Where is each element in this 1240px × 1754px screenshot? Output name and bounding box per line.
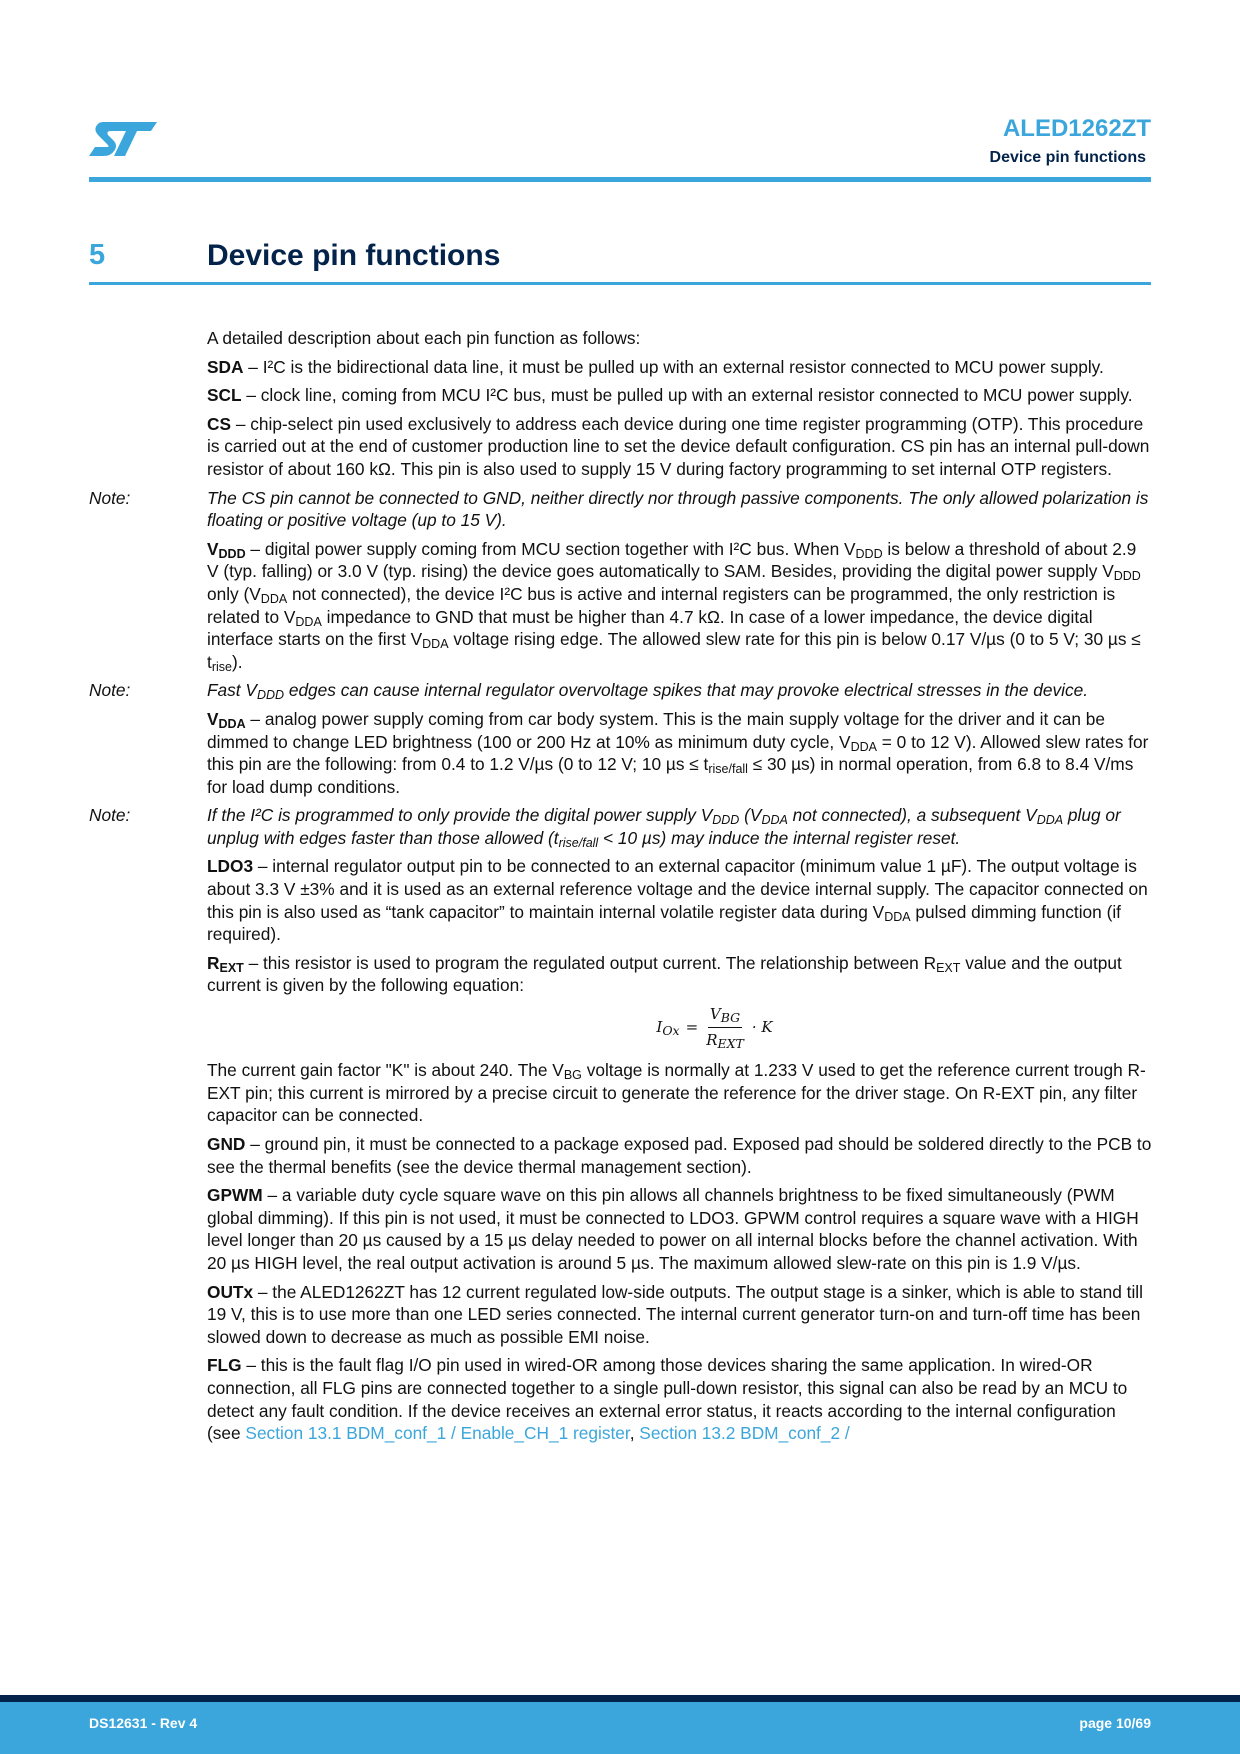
intro-paragraph: A detailed description about each pin function as follows: [207, 328, 641, 348]
equation-lhs: $I_{Ox}$ [656, 1017, 680, 1038]
section-divider [89, 282, 1151, 285]
vddd-paragraph: $V_{DDD}$ – digital power supply coming from MCU section together with I²C bus. When $V_{DDD}$ is below a threshold of about 2.9 V (typ. falling) or 3.0 V (typ. rising) the device goes automatically to SAM. Besides, providing the digital power supply $V_{DDD}$ only ($V_{DDA}$ not connected), the device I²C bus is active and internal registers can be programmed, the only restriction is related to $V_{DDA}$ impedance to GND that must be higher than 4.7 kΩ. In case of a lower impedance, the device digital interface starts on the first $V_{DDA}$ voltage rising edge. The allowed slew rate for this pin is below 0.17 V/µs (0 to 5 V; 30 $\mu s \le t_{rise}$). [207, 538, 1141, 674]
note-cs: Note: The CS pin cannot be connected to GND, neither directly nor through passive components. The only allowed polarization is floating or positive voltage (up to 15 V). [89, 487, 1149, 531]
equation-equals: = [685, 1017, 699, 1036]
gpwm-paragraph: GPWM – a variable duty cycle square wave on this pin allows all channels brightness to be fixed simultaneously (PWM global dimming). If this pin is not used, it must be connected to LDO3. GPWM control requires a square wave with a HIGH level longer than 20 µs caused by a 15 µs delay needed to power on all internal blocks before the channel activation. With 20 µs HIGH level, the real output activation is around 5 µs. The maximum allowed slew-rate on this pin is 1.9 V/µs. [207, 1185, 1139, 1273]
sda-term: SDA [207, 356, 244, 377]
section-13-2-link[interactable]: Section 13.2 BDM_conf_2 / [639, 1423, 850, 1444]
flg-term: FLG [207, 1355, 242, 1376]
footer-stripe [0, 1695, 1240, 1702]
section-number: 5 [89, 239, 106, 271]
note-vddd: Note: Fast $V_{DDD}$ edges can cause internal regulator overvoltage spikes that may provoke electrical stresses in the device. [89, 680, 1089, 703]
gnd-paragraph: GND – ground pin, it must be connected to a package exposed pad. Exposed pad should be soldered directly to the PCB to see the thermal benefits (see the device thermal management section). [207, 1134, 1152, 1177]
header-divider [89, 177, 1151, 182]
gnd-term: GND [207, 1134, 246, 1154]
rext-paragraph: $R_{EXT}$ – this resistor is used to program the regulated output current. The relationship between $R_{EXT}$ value and the output current is given by the following equation: [207, 952, 1122, 996]
outx-paragraph: OUTx – the ALED1262ZT has 12 current regulated low-side outputs. The output stage is a sinker, which is able to stand till 19 V, this is to use more than one LED series connected. The internal current generator turn-on and turn-off time has been slowed down to decrease as much as possible EMI noise. [207, 1281, 1143, 1347]
page-content [89, 327, 1152, 1451]
outx-term: OUTx [207, 1281, 254, 1302]
note-vdda: Note: If the I²C is programmed to only provide the digital power supply $V_{DDD}$ ($V_{DDA}$ not connected), a subsequent $V_{DDA}$ plug or unplug with edges faster than those allowed ($t_{rise/fall} < 10$ µs) may induce the internal register reset. [89, 805, 1121, 850]
equation-fraction: $\frac{V_{BG}}{R_{EXT}}$ [706, 1005, 744, 1051]
ldo3-term: LDO3 [207, 856, 254, 877]
page-header [990, 114, 1151, 167]
rext-term: $R_{EXT}$ [207, 952, 244, 975]
gain-paragraph: The current gain factor "K" is about 240. The $V_{BG}$ voltage is normally at 1.233 V used to get the reference current trough R-EXT pin; this current is mirrored by a precise circuit to generate the reference for the driver stage. On R-EXT pin, any filter capacitor can be connected. [207, 1060, 1146, 1126]
output-current-equation [207, 1003, 1152, 1051]
equation-multiplier: · K [751, 1017, 773, 1036]
cs-term: CS [207, 413, 232, 434]
sda-paragraph: SDA – I²C is the bidirectional data line, it must be pulled up with an external resistor connected to MCU power supply. [207, 356, 1104, 377]
page-number: page 10/69 [1079, 1715, 1151, 1731]
page-footer [0, 1695, 1240, 1754]
vdda-paragraph: $V_{DDA}$ – analog power supply coming from car body system. This is the main supply voltage for the driver and it can be dimmed to change LED brightness (100 or 200 Hz at 10% as minimum duty cycle, $V_{DDA} = 0$ to 12 V). Allowed slew rates for this pin are the following: from 0.4 to 1.2 V/µs (0 to 12 V; 10 $\mu s \le t_{rise/fall} \le 30$ µs) in normal operation, from 6.8 to 8.4 V/ms for load dump conditions. [207, 708, 1149, 797]
section-13-1-link[interactable]: Section 13.1 BDM_conf_1 / Enable_CH_1 register [245, 1423, 630, 1444]
document-title: ALED1262ZT [1002, 115, 1151, 142]
header-section-title: Device pin functions [989, 149, 1146, 166]
vddd-term: $V_{DDD}$ [207, 538, 246, 561]
flg-paragraph: FLG – this is the fault flag I/O pin used in wired-OR among those devices sharing the same application. In wired-OR connection, all FLG pins are connected together to a single pull-down resistor, this signal can also be read by an MCU to detect any fault condition. If the device receives an external error status, it reacts according to the internal configuration (see Section 13.1 BDM_conf_1 / Enable_CH_1 register, Section 13.2 BDM_conf_2 / [207, 1355, 1128, 1444]
ldo3-paragraph: LDO3 – internal regulator output pin to be connected to an external capacitor (minimum value 1 µF). The output voltage is about 3.3 V ±3% and it is used as an external reference voltage and the device internal supply. The capacitor connected on this pin is also used as “tank capacitor” to maintain internal volatile register data during $V_{DDA}$ pulsed dimming function (if required). [207, 856, 1148, 945]
document-revision: DS12631 - Rev 4 [89, 1715, 198, 1731]
scl-term: SCL [207, 385, 242, 406]
gpwm-term: GPWM [207, 1185, 263, 1206]
cs-paragraph: CS – chip-select pin used exclusively to address each device during one time register programming (OTP). This procedure is carried out at the end of customer production line to set the device default configuration. CS pin has an internal pull-down resistor of about 160 kΩ. This pin is also used to supply 15 V during factory programming to set internal OTP registers. [207, 413, 1150, 479]
note-label: Note: [89, 487, 131, 508]
st-logo [89, 119, 159, 159]
scl-paragraph: SCL – clock line, coming from MCU I²C bus, must be pulled up with an external resistor connected to MCU power supply. [207, 385, 1133, 406]
vdda-term: $V_{DDA}$ [207, 708, 246, 731]
section-title: Device pin functions [207, 239, 501, 272]
